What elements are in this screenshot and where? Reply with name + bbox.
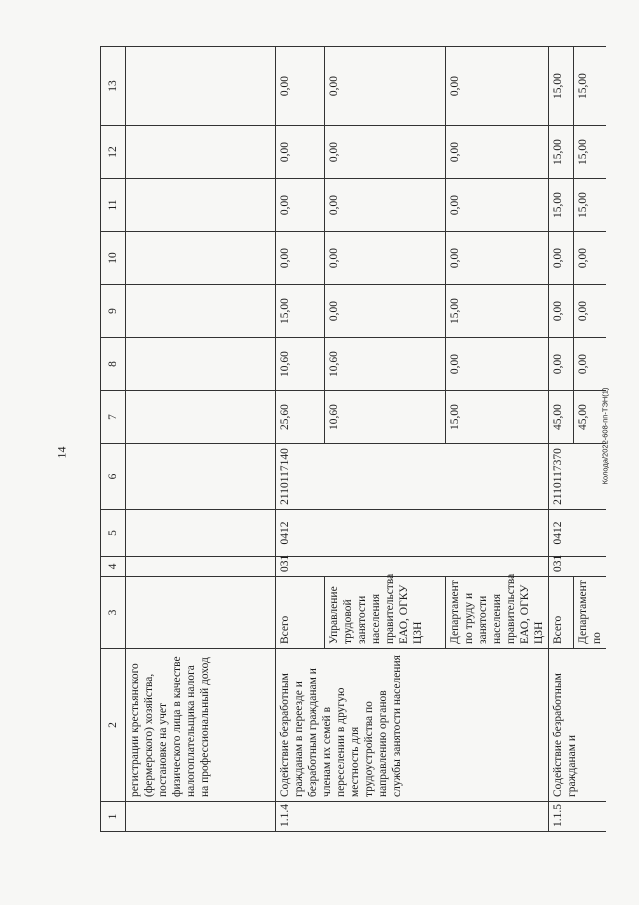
amount: 0,00 [446, 179, 549, 232]
amount: 15,00 [549, 179, 574, 232]
amount-total: 15,00 [446, 391, 549, 444]
amount: 10,60 [325, 338, 446, 391]
target-code: 2110117140 [276, 444, 549, 510]
amount: 0,00 [549, 232, 574, 285]
amount: 0,00 [446, 126, 549, 179]
amount: 15,00 [574, 47, 607, 126]
column-header: 11 [101, 179, 126, 232]
amount-total: 25,60 [276, 391, 325, 444]
column-header: 7 [101, 391, 126, 444]
amount: 0,00 [446, 232, 549, 285]
amount: 0,00 [325, 285, 446, 338]
section-code: 0412 [276, 510, 549, 557]
target-code: 2110117370 [549, 444, 607, 510]
amount: 10,60 [276, 338, 325, 391]
header-row [101, 47, 126, 832]
executor: Департамент по труду и занятости населения правительства ЕАО, ОГКУ ЦЗН [446, 577, 549, 649]
column-header: 1 [101, 802, 126, 832]
column-header: 8 [101, 338, 126, 391]
document-code: Колода/2022-608-пп-ТЭН(1) [600, 387, 610, 485]
grbs-code: 031 [276, 557, 549, 577]
column-header: 12 [101, 126, 126, 179]
executor: Всего [549, 577, 574, 649]
table-row [276, 47, 325, 832]
amount: 15,00 [446, 285, 549, 338]
page-number: 14 [54, 446, 69, 459]
measure-name: Содействие безработным гражданам и [549, 649, 607, 802]
measure-name: Содействие безработным гражданам в переезде и безработным гражданам и членам их семей в переселении в другую местность для трудоустройства по направлению органов службы занятости населения [276, 649, 549, 802]
amount: 0,00 [325, 126, 446, 179]
row-number: 1.1.4 [276, 802, 549, 832]
amount: 0,00 [325, 47, 446, 126]
measure-name: регистрации крестьянского (фермерского) хозяйства, постановке на учет физического лица в качестве налогоплательщика налога на профессиональный доход [126, 649, 276, 802]
column-header: 4 [101, 557, 126, 577]
amount: 15,00 [549, 47, 574, 126]
amount: 0,00 [446, 47, 549, 126]
column-header: 6 [101, 444, 126, 510]
amount: 0,00 [276, 179, 325, 232]
column-header: 5 [101, 510, 126, 557]
amount: 0,00 [549, 338, 574, 391]
amount: 0,00 [574, 338, 607, 391]
executor: Всего [276, 577, 325, 649]
column-header: 13 [101, 47, 126, 126]
amount: 0,00 [574, 285, 607, 338]
column-header: 9 [101, 285, 126, 338]
column-header: 3 [101, 577, 126, 649]
amount: 15,00 [276, 285, 325, 338]
amount-total: 10,60 [325, 391, 446, 444]
executor: Управление трудовой занятости населения правительства ЕАО, ОГКУ ЦЗН [325, 577, 446, 649]
amount: 15,00 [574, 179, 607, 232]
amount: 0,00 [325, 179, 446, 232]
amount: 0,00 [276, 47, 325, 126]
amount: 0,00 [276, 232, 325, 285]
executor: Департамент по [574, 577, 607, 649]
column-header: 10 [101, 232, 126, 285]
budget-table [100, 46, 606, 832]
budget-table-rotated [100, 47, 603, 832]
table-row [549, 47, 574, 832]
amount: 0,00 [446, 338, 549, 391]
amount-total: 45,00 [549, 391, 574, 444]
column-header: 2 [101, 649, 126, 802]
row-number: 1.1.5 [549, 802, 607, 832]
amount: 15,00 [549, 126, 574, 179]
amount-total: 45,00 [574, 391, 607, 444]
table-row-continuation [126, 47, 276, 832]
amount: 0,00 [276, 126, 325, 179]
amount: 0,00 [574, 232, 607, 285]
amount: 15,00 [574, 126, 607, 179]
amount: 0,00 [325, 232, 446, 285]
grbs-code: 031 [549, 557, 607, 577]
amount: 0,00 [549, 285, 574, 338]
section-code: 0412 [549, 510, 607, 557]
